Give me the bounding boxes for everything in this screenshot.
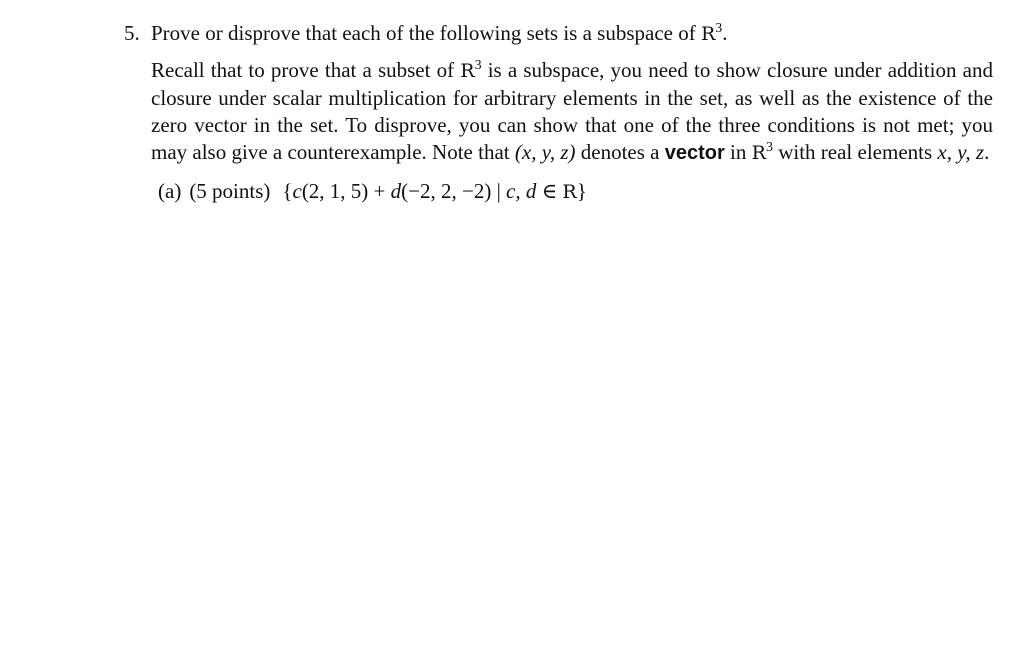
set-open-brace: {	[282, 179, 293, 203]
real-numbers-symbol: R	[562, 181, 577, 203]
instructions-text-4: in	[724, 140, 752, 164]
real-space-exponent: 3	[474, 58, 482, 73]
real-space-symbol: R	[751, 142, 766, 164]
part-a-points: (5 points)	[189, 179, 271, 203]
instructions-text-1: Recall that to prove that a subset of	[151, 58, 461, 82]
scalar-c: c	[292, 179, 302, 203]
problem-statement	[151, 20, 994, 48]
real-space-symbol: R	[700, 23, 716, 45]
vector-tuple: (x, y, z)	[514, 140, 576, 164]
instructions-paragraph	[151, 57, 993, 167]
vector-one: (2, 1, 5) +	[301, 179, 391, 203]
problem-heading	[124, 20, 994, 48]
scalar-d: d	[390, 179, 402, 203]
problem-5	[124, 20, 994, 206]
instructions-text-3: denotes a	[575, 140, 665, 164]
real-space-exponent: 3	[715, 21, 723, 36]
part-a-label: (a)	[158, 179, 182, 203]
problem-number: 5.	[124, 21, 140, 45]
set-close-brace: }	[576, 179, 587, 203]
vector-two: (−2, 2, −2) |	[401, 179, 507, 203]
real-space-exponent: 3	[765, 140, 773, 155]
instructions-text-2: is a subspace, you need to show closure under addition and closure under scalar multiplication for arbitrary elements in the set, as well as the existence of the zero vector in the set. To disprove, you can show that one of the three conditions is not met; you may also give a counterexample. Note that	[151, 58, 993, 164]
instructions-period: .	[984, 140, 990, 164]
element-variables: x, y, z	[937, 140, 985, 164]
heading-period: .	[722, 21, 728, 45]
real-space-symbol: R	[460, 60, 475, 82]
part-a-set-expression	[282, 178, 586, 206]
bold-term-vector: vector	[664, 142, 725, 164]
instructions-text-5: with real elements	[772, 140, 938, 164]
element-of-symbol: ∈	[536, 179, 563, 203]
problem-statement-text: Prove or disprove that each of the following sets is a subspace of	[151, 21, 701, 45]
part-a	[158, 178, 994, 206]
scalars-c-d: c, d	[506, 179, 537, 203]
